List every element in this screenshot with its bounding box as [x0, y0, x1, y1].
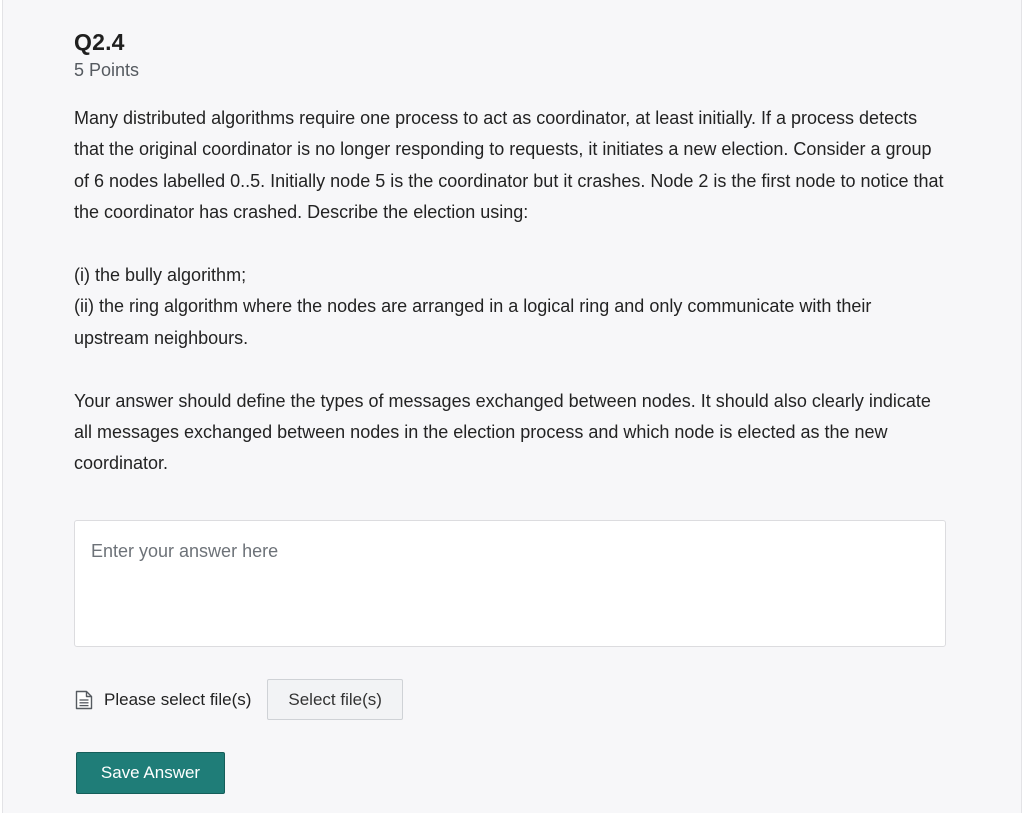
prompt-spacer — [74, 229, 946, 260]
prompt-paragraph-1b: of 6 nodes labelled 0..5. Initially node 5 is the coordinator but it crashes. Node 2 is the first node to notice that the coordinator has crashed. Describe the election using: — [74, 170, 944, 223]
prompt-item-ii: (ii) the ring algorithm where the nodes are arranged in a logical ring and only communicate with their upstream neighbours. — [74, 296, 872, 348]
document-icon — [75, 690, 93, 710]
file-upload-label: Please select file(s) — [104, 689, 252, 709]
question-prompt — [74, 103, 946, 480]
prompt-paragraph-1a: Many distributed algorithms require one process to act as coordinator, at least initially. If a process detects that the original coordinator is no longer responding to requests, it initiates a new election. Consider a group — [74, 108, 932, 160]
prompt-spacer — [74, 354, 946, 385]
question-content — [74, 28, 946, 480]
question-points: 5 Points — [74, 60, 140, 80]
answer-input[interactable] — [74, 520, 946, 647]
file-upload-row — [74, 679, 403, 720]
prompt-paragraph-3: Your answer should define the types of messages exchanged between nodes. It should also clearly indicate all messages exchanged between nodes in the election process and which node is elected as the new coordinator. — [74, 390, 931, 474]
select-files-button[interactable]: Select file(s) — [267, 679, 403, 720]
save-answer-button[interactable]: Save Answer — [76, 752, 225, 794]
question-number: Q2.4 — [74, 29, 125, 55]
prompt-item-i: (i) the bully algorithm; — [74, 265, 247, 286]
